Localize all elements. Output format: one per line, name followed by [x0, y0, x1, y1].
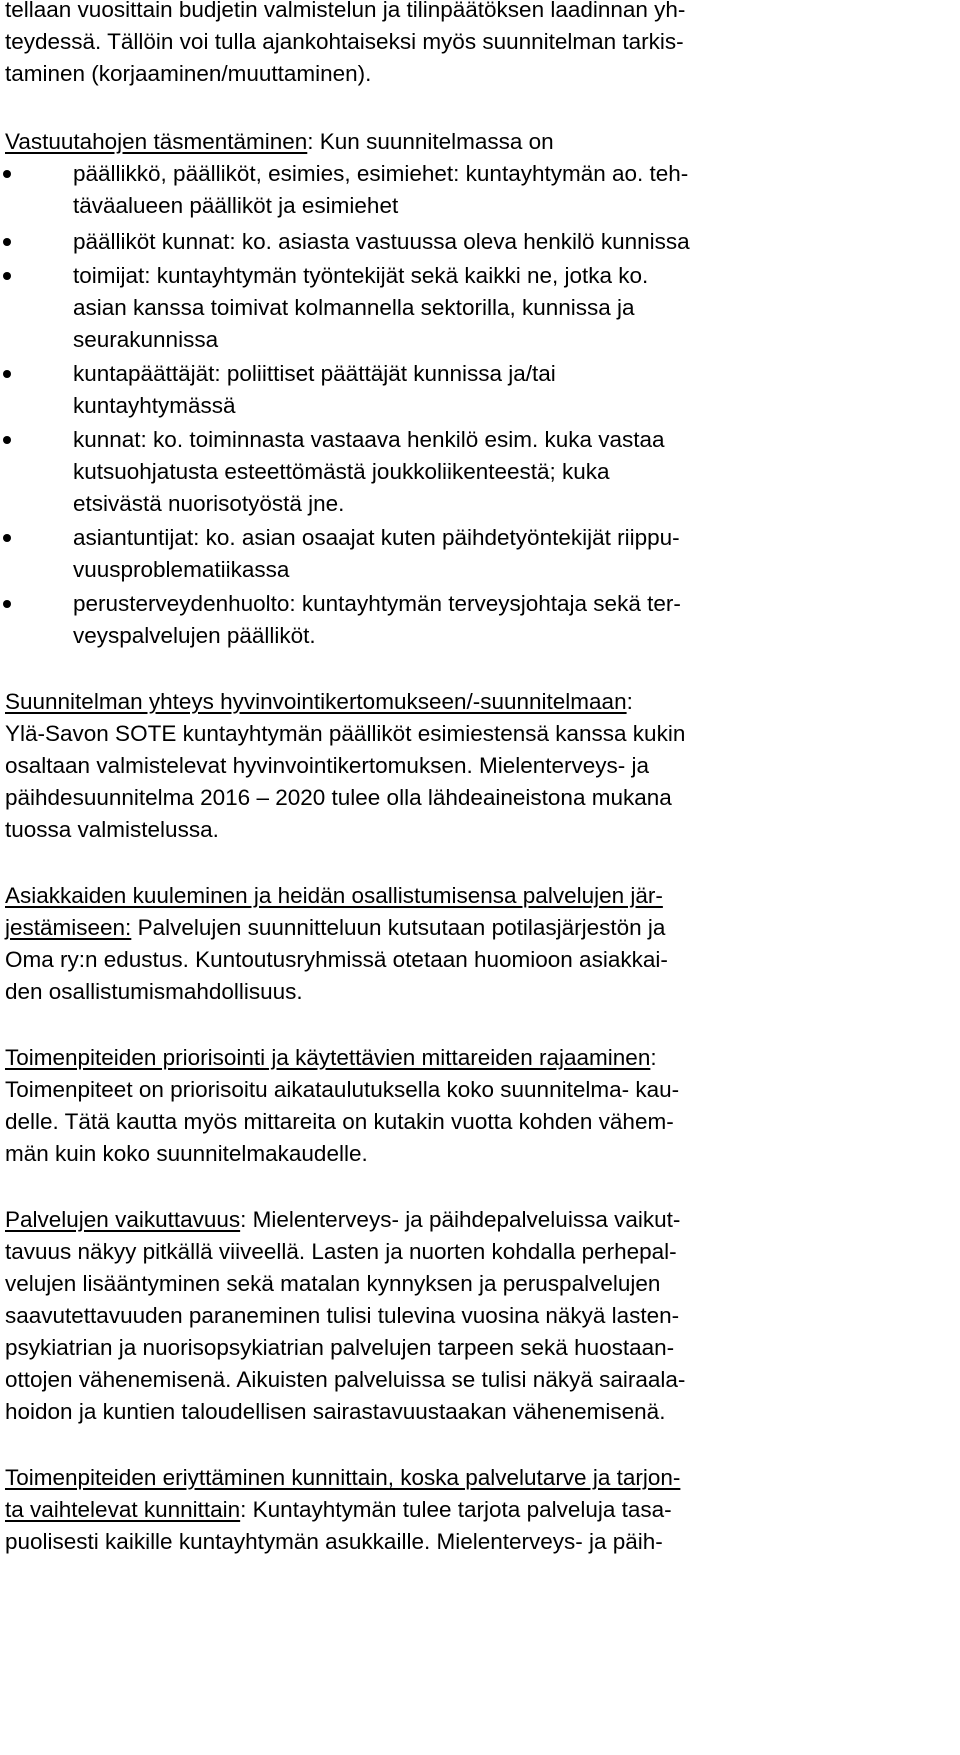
effectiveness-line: hoidon ja kuntien taloudellisen sairastavuustaakan vähenemisenä.: [5, 1399, 666, 1424]
prioritization-line: delle. Tätä kautta myös mittareita on kutakin vuotta kohden vähem-: [5, 1109, 674, 1134]
bullet-line: asian kanssa toimivat kolmannella sektorilla, kunnissa ja: [73, 295, 635, 320]
bullet-line: vuusproblematiikassa: [73, 557, 290, 582]
bullet-line: päällikkö, päälliköt, esimies, esimiehet: kuntayhtymän ao. teh-: [73, 161, 689, 186]
responsibilities-heading: Vastuutahojen täsmentäminen: [5, 129, 308, 154]
effectiveness-line: saavutettavuuden paraneminen tulisi tulevina vuosina näkyä lasten-: [5, 1303, 680, 1328]
responsibilities-lead: : Kun suunnitelmassa on: [307, 129, 554, 154]
bullet-line: etsivästä nuorisotyöstä jne.: [73, 491, 345, 516]
effectiveness-heading: Palvelujen vaikuttavuus: [5, 1207, 241, 1232]
prioritization-line: Toimenpiteet on priorisoitu aikataulutuksella koko suunnitelma- kau-: [5, 1077, 680, 1102]
bullet-line: asiantuntijat: ko. asian osaajat kuten päihdetyöntekijät riippu-: [73, 525, 680, 550]
clients-heading-cont: jestämiseen:: [5, 915, 132, 940]
connection-heading-line: Suunnitelman yhteys hyvinvointikertomukseen/-suunnitelmaan:: [5, 689, 633, 714]
intro-line: tellaan vuosittain budjetin valmistelun ja tilinpäätöksen laadinnan yh-: [5, 0, 686, 22]
bullet-dot: [3, 436, 11, 444]
clients-line: jestämiseen: Palvelujen suunnitteluun kutsutaan potilasjärjestön ja: [5, 915, 666, 940]
bullet-dot: [3, 600, 11, 608]
bullet-line: kutsuohjatusta esteettömästä joukkoliikenteestä; kuka: [73, 459, 610, 484]
connection-line: Ylä-Savon SOTE kuntayhtymän päälliköt esimiestensä kanssa kukin: [5, 721, 686, 746]
intro-line: teydessä. Tällöin voi tulla ajankohtaiseksi myös suunnitelman tarkis-: [5, 29, 684, 54]
connection-line: tuossa valmistelussa.: [5, 817, 219, 842]
effectiveness-line: tavuus näkyy pitkällä viiveellä. Lasten ja nuorten kohdalla perhepal-: [5, 1239, 677, 1264]
bullet-line: täväalueen päälliköt ja esimiehet: [73, 193, 399, 218]
prioritization-heading-line: Toimenpiteiden priorisointi ja käytettävien mittareiden rajaaminen:: [5, 1045, 657, 1070]
clients-line: Oma ry:n edustus. Kuntoutusryhmissä otetaan huomioon asiakkai-: [5, 947, 668, 972]
prioritization-heading: Toimenpiteiden priorisointi ja käytettävien mittareiden rajaaminen: [5, 1045, 651, 1070]
bullet-line: perusterveydenhuolto: kuntayhtymän terveysjohtaja sekä ter-: [73, 591, 681, 616]
bullet-dot: [3, 534, 11, 542]
clients-line: den osallistumismahdollisuus.: [5, 979, 303, 1004]
bullet-line: seurakunnissa: [73, 327, 219, 352]
effectiveness-line: velujen lisääntyminen sekä matalan kynnyksen ja peruspalvelujen: [5, 1271, 661, 1296]
effectiveness-heading-line: Palvelujen vaikuttavuus: Mielenterveys- ja päihdepalveluissa vaikut-: [5, 1207, 681, 1232]
responsibilities-paragraph: [5, 128, 554, 156]
effectiveness-line: ottojen vähenemisenä. Aikuisten palveluissa se tulisi näkyä sairaala-: [5, 1367, 686, 1392]
differentiation-heading-cont: ta vaihtelevat kunnittain: [5, 1497, 241, 1522]
differentiation-line: ta vaihtelevat kunnittain: Kuntayhtymän tulee tarjota palveluja tasa-: [5, 1497, 672, 1522]
intro-line: taminen (korjaaminen/muuttaminen).: [5, 61, 372, 86]
bullet-line: toimijat: kuntayhtymän työntekijät sekä kaikki ne, jotka ko.: [73, 263, 649, 288]
connection-heading: Suunnitelman yhteys hyvinvointikertomukseen/-suunnitelmaan: [5, 689, 627, 714]
bullet-dot: [3, 170, 11, 178]
differentiation-line: puolisesti kaikille kuntayhtymän asukkaille. Mielenterveys- ja päih-: [5, 1529, 663, 1554]
bullet-line: päälliköt kunnat: ko. asiasta vastuussa oleva henkilö kunnissa: [73, 229, 690, 254]
bullet-dot: [3, 370, 11, 378]
connection-line: osaltaan valmistelevat hyvinvointikertomuksen. Mielenterveys- ja: [5, 753, 650, 778]
bullet-dot: [3, 272, 11, 280]
bullet-dot: [3, 238, 11, 246]
differentiation-heading: Toimenpiteiden eriyttäminen kunnittain, koska palvelutarve ja tarjon-: [5, 1465, 681, 1490]
prioritization-line: män kuin koko suunnitelmakaudelle.: [5, 1141, 368, 1166]
bullet-line: kunnat: ko. toiminnasta vastaava henkilö esim. kuka vastaa: [73, 427, 665, 452]
connection-line: päihdesuunnitelma 2016 – 2020 tulee olla lähdeaineistona mukana: [5, 785, 672, 810]
bullet-line: kuntapäättäjät: poliittiset päättäjät kunnissa ja/tai: [73, 361, 556, 386]
clients-heading: Asiakkaiden kuuleminen ja heidän osallistumisensa palvelujen jär-: [5, 883, 663, 908]
bullet-line: veyspalvelujen päälliköt.: [73, 623, 316, 648]
effectiveness-line: psykiatrian ja nuorisopsykiatrian palvelujen tarpeen sekä huostaan-: [5, 1335, 675, 1360]
bullet-line: kuntayhtymässä: [73, 393, 236, 418]
